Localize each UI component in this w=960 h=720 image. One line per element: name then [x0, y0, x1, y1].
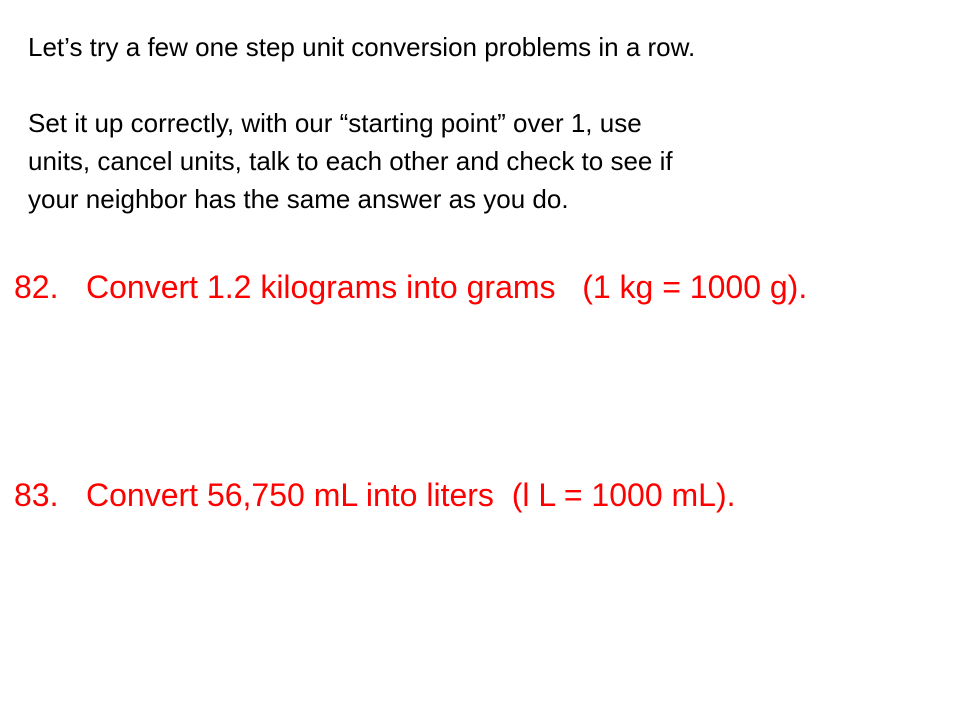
problem-text: Convert 1.2 kilograms into grams (1 kg = 1000 g).: [86, 269, 808, 305]
intro-line: Let’s try a few one step unit conversion problems in a row.: [28, 32, 696, 62]
paragraph-gap: [28, 66, 928, 104]
problem-83: [14, 475, 736, 515]
instruction-line: units, cancel units, talk to each other and check to see if: [28, 146, 673, 176]
problem-number: 82.: [14, 269, 59, 305]
instructions-paragraph: [28, 104, 928, 218]
problem-text: Convert 56,750 mL into liters (l L = 1000 mL).: [86, 477, 736, 513]
instruction-line: Set it up correctly, with our “starting point” over 1, use: [28, 108, 642, 138]
problem-82: [14, 267, 807, 307]
instruction-line: your neighbor has the same answer as you do.: [28, 184, 569, 214]
problem-number: 83.: [14, 477, 59, 513]
intro-text-block: [28, 28, 928, 218]
